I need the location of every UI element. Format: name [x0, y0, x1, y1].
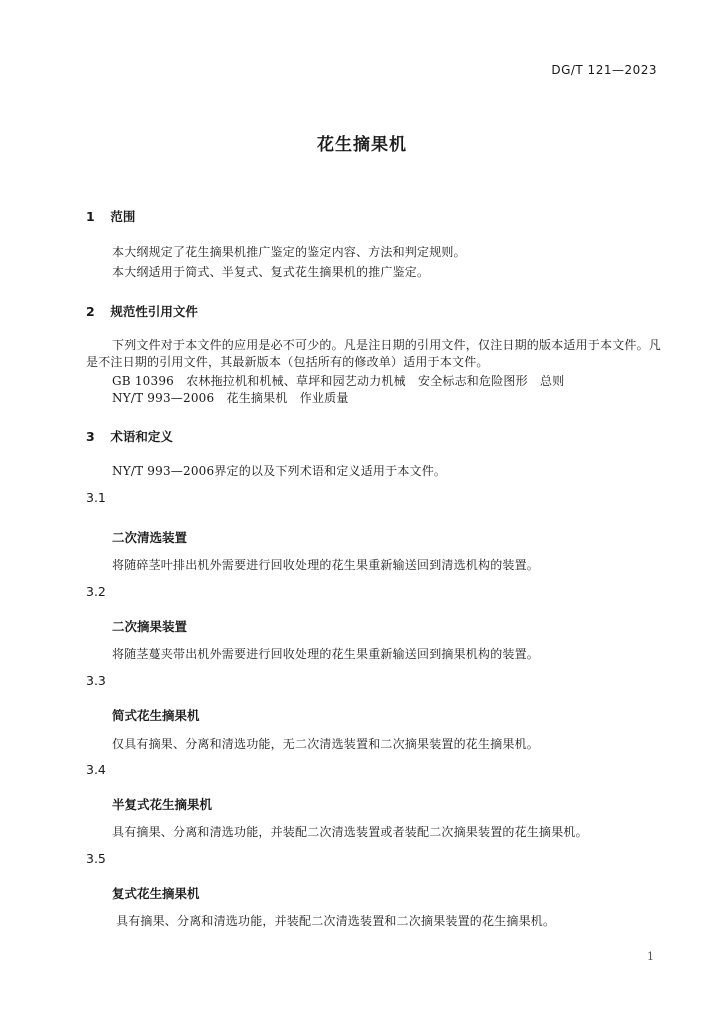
term-number: 3.1: [86, 490, 106, 505]
term-title: 半复式花生摘果机: [112, 797, 213, 812]
references-intro-paragraph: 下列文件对于本文件的应用是必不可少的。凡是注日期的引用文件，仅注日期的版本适用于本文件。凡是不注日期的引用文件，其最新版本（包括所有的修改单）适用于本文件。: [86, 338, 662, 369]
section-number: 2: [86, 304, 95, 319]
scope-paragraph-1: 本大纲规定了花生摘果机推广鉴定的鉴定内容、方法和判定规则。: [112, 245, 466, 259]
section-title: 术语和定义: [110, 429, 173, 444]
term-definition: 将随茎蔓夹带出机外需要进行回收处理的花生果重新输送回到摘果机构的装置。: [112, 647, 540, 661]
section-title: 范围: [110, 209, 136, 224]
page-title: 花生摘果机: [317, 135, 407, 155]
term-title: 复式花生摘果机: [112, 886, 200, 901]
term-title: 简式花生摘果机: [112, 708, 200, 723]
section-number: 1: [86, 209, 95, 224]
section-title: 规范性引用文件: [110, 304, 198, 319]
page-number: 1: [647, 950, 654, 963]
term-definition: 具有摘果、分离和清选功能，并装配二次清选装置或者装配二次摘果装置的花生摘果机。: [112, 825, 588, 839]
scope-paragraph-2: 本大纲适用于简式、半复式、复式花生摘果机的推广鉴定。: [112, 265, 430, 279]
section-heading-normative-references: [86, 302, 198, 320]
term-number: 3.4: [86, 762, 106, 777]
reference-item-nyt993: NY/T 993—2006 花生摘果机 作业质量: [112, 391, 349, 405]
term-number: 3.2: [86, 584, 106, 599]
term-definition: 将随碎茎叶排出机外需要进行回收处理的花生果重新输送回到清选机构的装置。: [112, 558, 540, 572]
term-number: 3.3: [86, 673, 106, 688]
section-heading-terms-definitions: [86, 427, 173, 445]
term-number: 3.5: [86, 851, 106, 866]
reference-item-gb10396: GB 10396 农林拖拉机和机械、草坪和园艺动力机械 安全标志和危险图形 总则: [112, 374, 565, 388]
term-definition: 具有摘果、分离和清选功能，并装配二次清选装置和二次摘果装置的花生摘果机。: [116, 914, 556, 928]
term-title: 二次摘果装置: [112, 619, 188, 634]
section-heading-scope: [86, 207, 135, 225]
section-number: 3: [86, 429, 95, 444]
document-code: DG/T 121—2023: [551, 63, 657, 77]
term-definition: 仅具有摘果、分离和清选功能，无二次清选装置和二次摘果装置的花生摘果机。: [112, 737, 540, 751]
term-title: 二次清选装置: [112, 530, 188, 545]
terms-intro-paragraph: NY/T 993—2006界定的以及下列术语和定义适用于本文件。: [112, 464, 447, 478]
